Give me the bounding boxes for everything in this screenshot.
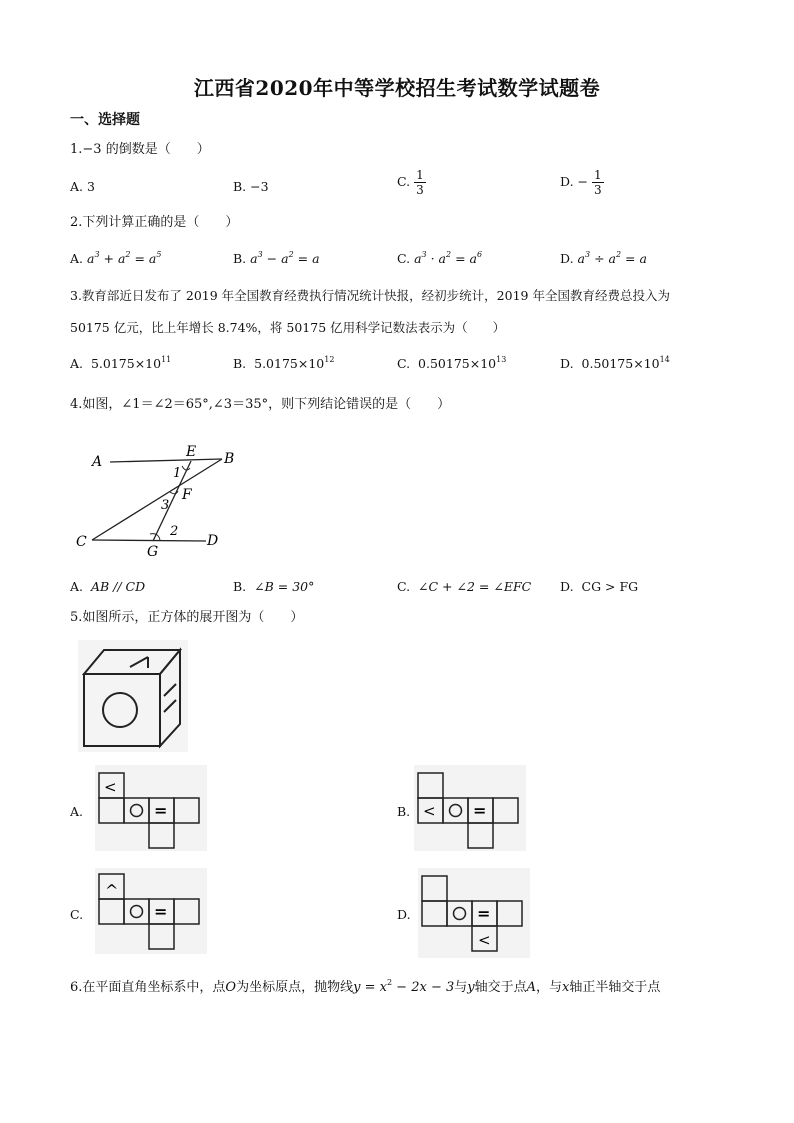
less-than-symbol: <	[478, 931, 491, 949]
equals-symbol: =	[477, 904, 491, 923]
q2-option-b: B. $a^3 - a^2 = a$	[233, 250, 320, 266]
cube-scan-background	[78, 640, 188, 752]
less-than-symbol: <	[104, 778, 117, 796]
equals-symbol: =	[154, 801, 168, 820]
q1-option-c	[397, 168, 426, 197]
label-angle-1: 1	[173, 466, 182, 481]
q1-option-b: B. −3	[233, 179, 269, 194]
q3-option-a: A. $5.0175\times 10^{11}$	[70, 355, 172, 371]
label-angle-2: 2	[170, 524, 179, 539]
label-a: A	[92, 454, 103, 470]
question-2-stem: 2.下列计算正确的是（ ）	[70, 215, 239, 230]
label-angle-3: 3	[161, 498, 170, 513]
q5-option-a-label: A.	[70, 804, 84, 819]
q5-option-c-net	[95, 868, 207, 954]
q5-option-c-label: C.	[70, 907, 84, 922]
q5-cube-figure	[78, 640, 188, 752]
label-e: E	[186, 444, 197, 460]
label-d: D	[207, 533, 219, 549]
q1-option-d	[560, 168, 604, 197]
label-f: F	[182, 487, 192, 503]
q4-option-d: D. CG > FG	[560, 579, 639, 594]
q4-option-c: C. ∠C + ∠2 = ∠EFC	[397, 579, 532, 594]
less-than-symbol: <	[423, 802, 436, 820]
q5-option-d-net	[418, 868, 530, 958]
label-b: B	[224, 451, 235, 467]
label-c: C	[76, 534, 87, 550]
question-6-stem: 6.在平面直角坐标系中，点O为坐标原点，抛物线$y = x^2 - 2x - 3$与y轴交于点A，与x轴正半轴交于点	[70, 978, 661, 995]
q1-option-c-label: C.	[397, 174, 411, 189]
q1-option-a: A. 3	[70, 179, 95, 194]
q5-option-b-label: B.	[397, 804, 411, 819]
q2-option-c: C. $a^3 \cdot a^2 = a^6$	[397, 250, 483, 266]
q4-geometry-figure	[70, 440, 240, 565]
question-3-line-1: 3.教育部近日发布了 2019 年全国教育经费执行情况统计快报，经初步统计，2019 年全国教育经费总投入为	[70, 288, 670, 303]
q2-option-d: D. $a^3 \div a^2 = a$	[560, 250, 647, 266]
page-title: 江西省2020年中等学校招生考试数学试题卷	[193, 76, 601, 100]
label-g: G	[147, 544, 159, 560]
q1-option-d-label: D. −	[560, 174, 588, 189]
question-3-line-2: 50175 亿元，比上年增长 8.74%，将 50175 亿用科学记数法表示为（ ）	[70, 320, 506, 335]
equals-symbol: =	[154, 902, 168, 921]
q1-option-c-fraction: $\frac{1}{3}$	[416, 168, 424, 197]
q4-option-b: B. ∠B = 30°	[233, 579, 315, 594]
q3-option-c: C. $0.50175\times 10^{13}$	[397, 355, 507, 371]
line-ab	[110, 459, 222, 462]
question-1-stem: 1.−3 的倒数是（ ）	[70, 142, 210, 157]
q5-option-a-net	[95, 765, 207, 851]
caret-symbol: ^	[105, 881, 119, 900]
q4-option-a: A. AB // CD	[70, 579, 146, 594]
q2-option-a: A. $a^3 + a^2 = a^5$	[70, 250, 162, 266]
q3-option-d: D. $0.50175\times 10^{14}$	[560, 355, 670, 371]
q3-option-b: B. $5.0175\times 10^{12}$	[233, 355, 335, 371]
q5-option-d-label: D.	[397, 907, 411, 922]
q1-option-d-fraction: $\frac{1}{3}$	[593, 168, 602, 197]
question-5-stem: 5.如图所示，正方体的展开图为（ ）	[70, 610, 304, 625]
line-cd	[92, 540, 206, 541]
q5-option-b-net	[414, 765, 526, 851]
section-heading: 一、选择题	[70, 112, 140, 128]
equals-symbol: =	[473, 801, 487, 820]
line-bc	[92, 459, 222, 540]
question-4-stem: 4.如图，∠1＝∠2＝65°,∠3＝35°，则下列结论错误的是（ ）	[70, 397, 451, 412]
